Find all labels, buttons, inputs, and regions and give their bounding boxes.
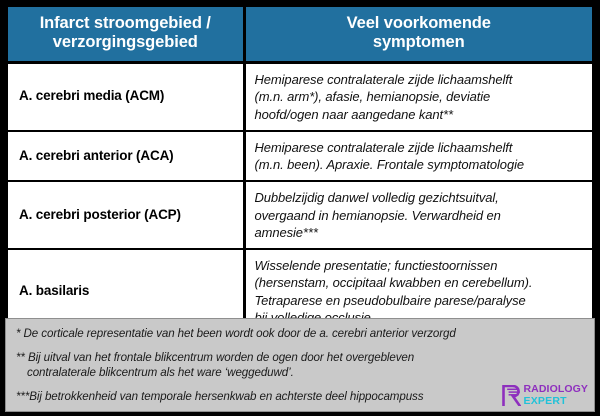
symptom-line: overgaand in hemianopsie. Verwardheid en	[254, 207, 501, 223]
territory-name-aca: A. cerebri anterior (ACA)	[8, 131, 244, 182]
footnote-double-asterisk	[16, 350, 584, 380]
territory-name-acp: A. cerebri posterior (ACP)	[8, 181, 244, 249]
infarct-table-container	[5, 4, 595, 314]
symptom-line: Hemiparese contralaterale zijde lichaamshelft	[254, 139, 513, 155]
logo-word-radiology: RADIOLOGY	[523, 383, 588, 395]
footnote-single-asterisk	[16, 326, 584, 341]
table-row	[8, 131, 592, 182]
footnote-text: ***Bij betrokkenheid van temporale hersenkwab en achterste deel hippocampuss	[16, 390, 424, 404]
symptom-line: Tetraparese en pseudobulbaire parese/paralyse	[254, 292, 526, 308]
symptom-line: (m.n. arm*), afasie, hemianopsie, deviatie	[254, 89, 491, 105]
column-header-territory-line1: Infarct stroomgebied /	[39, 14, 211, 32]
footnote-text: ** Bij uitval van het frontale blikcentrum worden de ogen door het overgebleven	[16, 351, 415, 365]
column-header-symptoms-line1: Veel voorkomende	[346, 14, 491, 32]
radiology-expert-logo	[502, 384, 589, 406]
logo-r-monogram-icon	[502, 385, 521, 406]
footnote-triple-asterisk	[16, 389, 584, 404]
symptom-line: hoofd/ogen naar aangedane kant**	[254, 106, 453, 122]
symptoms-acm	[244, 62, 592, 130]
symptom-line: Wisselende presentatie; functiestoornissen	[254, 258, 498, 274]
logo-wordmark	[524, 384, 589, 406]
symptom-line: (m.n. been). Apraxie. Frontale symptomatologie	[254, 157, 524, 173]
table-header-row	[8, 7, 592, 62]
territory-name-acm: A. cerebri media (ACM)	[8, 62, 244, 130]
column-header-symptoms-line2: symptomen	[372, 33, 465, 52]
logo-word-expert: EXPERT	[523, 394, 567, 407]
symptoms-acp	[244, 181, 592, 249]
symptoms-aca	[244, 131, 592, 182]
symptom-line: Hemiparese contralaterale zijde lichaamshelft	[254, 71, 513, 87]
symptom-line: amnesie***	[254, 224, 318, 240]
symptom-line: (hersenstam, occipitaal kwabben en cerebellum).	[254, 275, 533, 291]
territory-name-basilaris: A. basilaris	[8, 249, 244, 333]
table-row	[8, 62, 592, 130]
symptom-line: Dubbelzijdig danwel volledig gezichtsuitval,	[254, 190, 499, 206]
table-row	[8, 181, 592, 249]
footnote-text: * De corticale representatie van het been wordt ook door de a. cerebri anterior verzorgd	[16, 327, 456, 340]
footnotes-panel	[5, 318, 595, 412]
footnote-text-continued: contralaterale blikcentrum als het ware ‘weggeduwd’.	[27, 366, 294, 380]
infarct-territory-table	[8, 7, 592, 333]
column-header-territory-line2: verzorgingsgebied	[52, 33, 198, 52]
column-header-territory	[8, 7, 244, 62]
column-header-symptoms	[244, 7, 592, 62]
